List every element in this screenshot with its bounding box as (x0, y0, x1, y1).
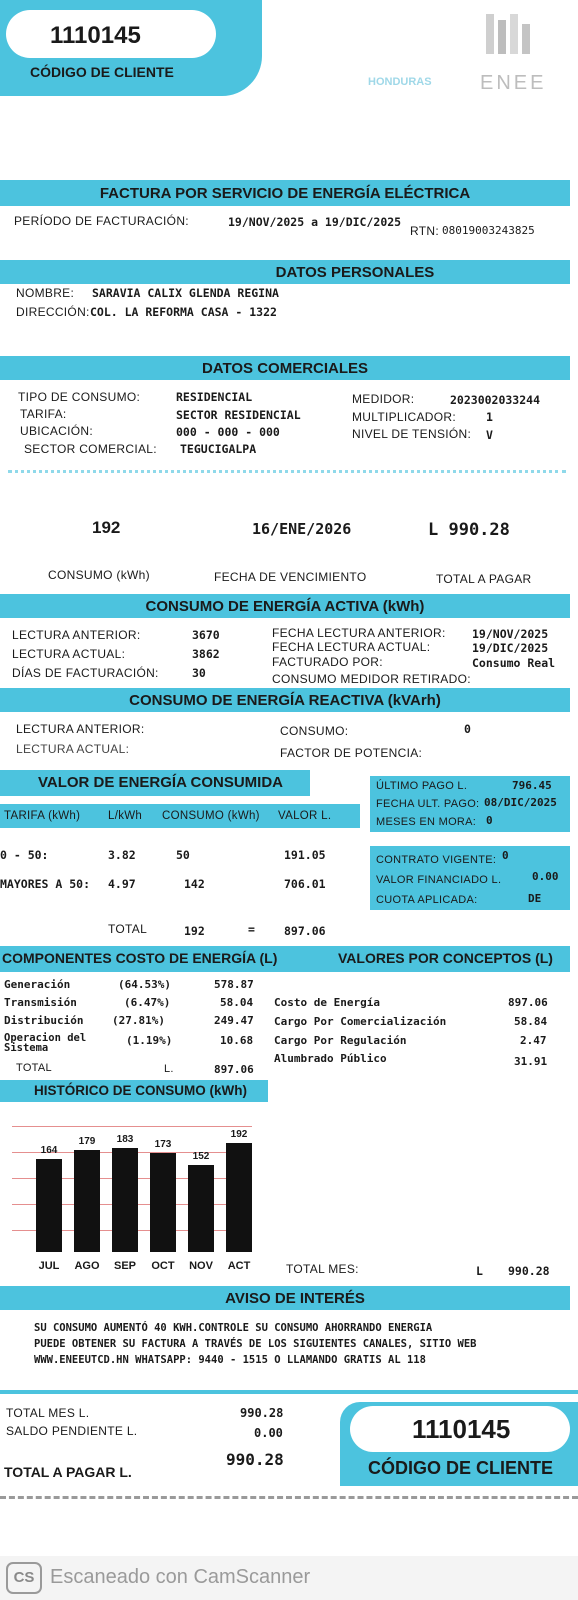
medidor-value: 2023002033244 (450, 393, 541, 407)
cuota-label: CUOTA APLICADA: (376, 894, 478, 906)
reactive-factor-label: FACTOR DE POTENCIA: (280, 746, 423, 760)
valor-total-eq: = (248, 922, 255, 936)
retirado-label: CONSUMO MEDIDOR RETIRADO: (272, 672, 471, 686)
footer-divider (0, 1390, 578, 1394)
footer-saldo-label: SALDO PENDIENTE L. (6, 1424, 138, 1438)
facturado-value: Consumo Real (472, 656, 556, 670)
lectura-anterior-value: 3670 (192, 628, 220, 642)
name-value: SARAVIA CALIX GLENDA REGINA (92, 286, 279, 300)
chart-data-label: 192 (230, 1129, 248, 1140)
perforation-line (0, 1496, 578, 1499)
component-row-2-pct: (6.47%) (124, 996, 171, 1009)
lectura-actual-label: LECTURA ACTUAL: (12, 647, 126, 661)
total-mes-label: TOTAL MES: (286, 1262, 359, 1276)
summary-vencimiento-label: FECHA DE VENCIMIENTO (214, 570, 367, 584)
valor-row-2-tarifa: MAYORES A 50: (0, 877, 91, 891)
invoice-title: FACTURA POR SERVICIO DE ENERGÍA ELÉCTRICA (99, 184, 471, 202)
client-code-label: CÓDIGO DE CLIENTE (30, 64, 174, 80)
valor-band (0, 770, 310, 796)
total-mes-value: 990.28 (508, 1264, 550, 1278)
address-label: DIRECCIÓN: (16, 305, 90, 319)
valor-total-valor: 897.06 (284, 924, 326, 938)
honduras-logo-text: HONDURAS (368, 76, 432, 88)
aviso-line-2: PUEDE OBTENER SU FACTURA A TRAVÉS DE LOS SIGUIENTES CANALES, SITIO WEB (34, 1338, 477, 1350)
component-row-3-name: Distribución (4, 1014, 84, 1027)
concept-row-3-name: Cargo Por Regulación (274, 1034, 407, 1047)
reactive-lectura-actual-label: LECTURA ACTUAL: (16, 742, 130, 756)
valor-total-label: TOTAL (108, 922, 148, 936)
chart-data-label: 152 (192, 1151, 210, 1162)
commercial-band (0, 356, 570, 380)
chart-bar (36, 1159, 62, 1252)
cuota-value: DE (528, 892, 542, 905)
aviso-line-1: SU CONSUMO AUMENTÓ 40 KWH.CONTROLE SU CONSUMO AHORRANDO ENERGIA (34, 1322, 433, 1334)
component-row-1-value: 578.87 (214, 978, 254, 991)
reactive-consumo-value: 0 (464, 722, 471, 736)
footer-total-pagar-value: 990.28 (226, 1450, 284, 1469)
fecha-actual-label: FECHA LECTURA ACTUAL: (272, 640, 431, 654)
components-title: COMPONENTES COSTO DE ENERGÍA (L) (2, 950, 278, 966)
footer-client-code-label: CÓDIGO DE CLIENTE (368, 1458, 554, 1478)
active-band (0, 594, 570, 618)
aviso-title: AVISO DE INTERÉS (225, 1289, 365, 1307)
chart-data-label: 164 (40, 1145, 58, 1156)
enee-logo-icon (480, 12, 538, 64)
ultimo-pago-value: 796.45 (512, 779, 552, 792)
tension-label: NIVEL DE TENSIÓN: (352, 427, 472, 441)
chart-data-label: 173 (154, 1139, 172, 1150)
ubicacion-value: 000 - 000 - 000 (176, 425, 280, 439)
footer-saldo-value: 0.00 (254, 1426, 283, 1440)
personal-title: DATOS PERSONALES (275, 263, 435, 281)
fecha-ult-pago-value: 08/DIC/2025 (484, 796, 557, 809)
contrato-value: 0 (502, 849, 509, 862)
tarifa-label: TARIFA: (20, 407, 67, 421)
footer-client-code: 1110145 (412, 1414, 511, 1444)
valor-total-consumo: 192 (184, 924, 205, 938)
address-value: COL. LA REFORMA CASA - 1322 (90, 305, 277, 319)
enee-logo (480, 12, 538, 64)
valor-row-1-consumo: 50 (176, 848, 190, 862)
chart-bar (74, 1150, 100, 1252)
chart-x-axis (12, 1260, 260, 1274)
tension-value: V (486, 428, 493, 442)
meses-mora-value: 0 (486, 814, 493, 827)
contrato-label: CONTRATO VIGENTE: (376, 854, 497, 866)
chart-x-tick-label: JUL (38, 1260, 60, 1272)
lectura-anterior-label: LECTURA ANTERIOR: (12, 628, 141, 642)
fecha-actual-value: 19/DIC/2025 (472, 641, 549, 655)
valor-col-tarifa: TARIFA (kWh) (4, 810, 81, 822)
chart-x-tick-label: NOV (189, 1260, 213, 1272)
component-row-2-value: 58.04 (220, 996, 254, 1009)
summary-consumo-value: 192 (92, 518, 121, 537)
components-total-currency: L. (164, 1063, 174, 1075)
footer-total-mes-label: TOTAL MES L. (6, 1406, 90, 1420)
sector-label: SECTOR COMERCIAL: (24, 442, 157, 456)
chart-bar (188, 1165, 214, 1252)
financiado-label: VALOR FINANCIADO L. (376, 874, 502, 886)
component-row-4-pct: (1.19%) (126, 1034, 173, 1047)
personal-band (0, 260, 570, 284)
valor-row-2-valor: 706.01 (284, 877, 326, 891)
fecha-ult-pago-label: FECHA ULT. PAGO: (376, 798, 480, 810)
valor-title: VALOR DE ENERGÍA CONSUMIDA (38, 774, 284, 791)
summary-total-label: TOTAL A PAGAR (436, 572, 532, 586)
name-label: NOMBRE: (16, 286, 75, 300)
component-row-3-pct: (27.81%) (112, 1014, 165, 1027)
commercial-title: DATOS COMERCIALES (201, 359, 369, 377)
camscanner-logo-text: CS (13, 1569, 35, 1586)
ultimo-pago-label: ÚLTIMO PAGO L. (376, 780, 468, 792)
fecha-anterior-label: FECHA LECTURA ANTERIOR: (272, 626, 446, 640)
component-row-4-name: Operacion del Sistema (4, 1032, 87, 1054)
aviso-band (0, 1286, 570, 1310)
valor-row-1-valor: 191.05 (284, 848, 326, 862)
scanner-text: Escaneado con CamScanner (50, 1566, 311, 1588)
concept-row-4-name: Alumbrado Público (274, 1052, 387, 1065)
valor-col-consumo: CONSUMO (kWh) (162, 810, 260, 822)
reactive-lectura-anterior-label: LECTURA ANTERIOR: (16, 722, 145, 736)
multiplicador-label: MULTIPLICADOR: (352, 410, 456, 424)
component-row-1-pct: (64.53%) (118, 978, 171, 991)
components-total-label: TOTAL (16, 1062, 52, 1074)
medidor-label: MEDIDOR: (352, 392, 415, 406)
period-label: PERÍODO DE FACTURACIÓN: (14, 214, 189, 228)
meses-mora-label: MESES EN MORA: (376, 816, 477, 828)
valor-row-1-lkwh: 3.82 (108, 848, 136, 862)
financiado-value: 0.00 (532, 870, 559, 883)
chart-plot (12, 1120, 260, 1252)
chart-area (12, 1120, 260, 1252)
consumo-type-label: TIPO DE CONSUMO: (18, 390, 141, 404)
chart-bar (226, 1143, 252, 1252)
aviso-line-3: WWW.ENEEUTCD.HN WHATSAPP: 9440 - 1515 O LLAMANDO GRATIS AL 118 (34, 1354, 426, 1366)
rtn-label: RTN: (410, 224, 439, 238)
footer-total-mes-value: 990.28 (240, 1406, 284, 1420)
valor-col-valor: VALOR L. (278, 810, 332, 822)
chart-bar (112, 1148, 138, 1252)
component-row-1-name: Generación (4, 978, 71, 991)
consumo-type-value: RESIDENCIAL (176, 390, 253, 404)
total-mes-currency: L (476, 1264, 483, 1278)
reactive-title: CONSUMO DE ENERGÍA REACTIVA (kVArh) (129, 691, 441, 709)
chart-data-label: 183 (116, 1134, 134, 1145)
summary-vencimiento-value: 16/ENE/2026 (252, 520, 352, 538)
chart-x-tick-label: SEP (113, 1260, 136, 1272)
footer-total-pagar-label: TOTAL A PAGAR L. (4, 1464, 132, 1480)
client-code: 1110145 (50, 22, 141, 49)
chart-x-tick-label: AGO (74, 1260, 100, 1272)
dias-value: 30 (192, 666, 206, 680)
rtn-value: 08019003243825 (442, 224, 535, 237)
tarifa-value: SECTOR RESIDENCIAL (176, 408, 301, 422)
multiplicador-value: 1 (486, 410, 493, 424)
concepts-title: VALORES POR CONCEPTOS (L) (338, 950, 553, 966)
chart-title: HISTÓRICO DE CONSUMO (kWh) (34, 1083, 247, 1098)
concept-row-1-value: 897.06 (508, 996, 548, 1009)
facturado-label: FACTURADO POR: (272, 655, 383, 669)
fecha-anterior-value: 19/NOV/2025 (472, 627, 549, 641)
sector-value: TEGUCIGALPA (180, 442, 257, 456)
concept-row-2-value: 58.84 (514, 1015, 548, 1028)
summary-consumo-label: CONSUMO (kWh) (48, 568, 150, 582)
chart-data-label: 179 (78, 1136, 96, 1147)
invoice-title-band (0, 180, 570, 206)
reactive-band (0, 688, 570, 712)
concept-row-2-name: Cargo Por Comercialización (274, 1015, 447, 1028)
ubicacion-label: UBICACIÓN: (20, 424, 94, 438)
enee-logo-text: ENEE (480, 72, 547, 94)
concept-row-4-value: 31.91 (514, 1055, 548, 1068)
dias-label: DÍAS DE FACTURACIÓN: (12, 666, 159, 680)
component-row-2-name: Transmisión (4, 996, 77, 1009)
period-value: 19/NOV/2025 a 19/DIC/2025 (228, 215, 402, 229)
camscanner-logo-icon (6, 1562, 42, 1594)
concept-row-1-name: Costo de Energía (274, 996, 380, 1009)
component-row-4-value: 10.68 (220, 1034, 254, 1047)
chart-x-tick-label: OCT (151, 1260, 175, 1272)
components-total-value: 897.06 (214, 1063, 254, 1076)
lectura-actual-value: 3862 (192, 647, 220, 661)
component-row-3-value: 249.47 (214, 1014, 254, 1027)
reactive-consumo-label: CONSUMO: (280, 724, 349, 738)
valor-row-2-lkwh: 4.97 (108, 877, 136, 891)
dotted-divider (8, 470, 566, 473)
active-title: CONSUMO DE ENERGÍA ACTIVA (kWh) (145, 597, 425, 615)
concept-row-3-value: 2.47 (520, 1034, 547, 1047)
chart-x-tick-label: ACT (227, 1260, 251, 1272)
valor-col-lkwh: L/kWh (108, 810, 143, 822)
valor-row-1-tarifa: 0 - 50: (0, 848, 49, 862)
summary-total-value: L 990.28 (428, 520, 510, 540)
valor-row-2-consumo: 142 (184, 877, 205, 891)
chart-bar (150, 1153, 176, 1252)
